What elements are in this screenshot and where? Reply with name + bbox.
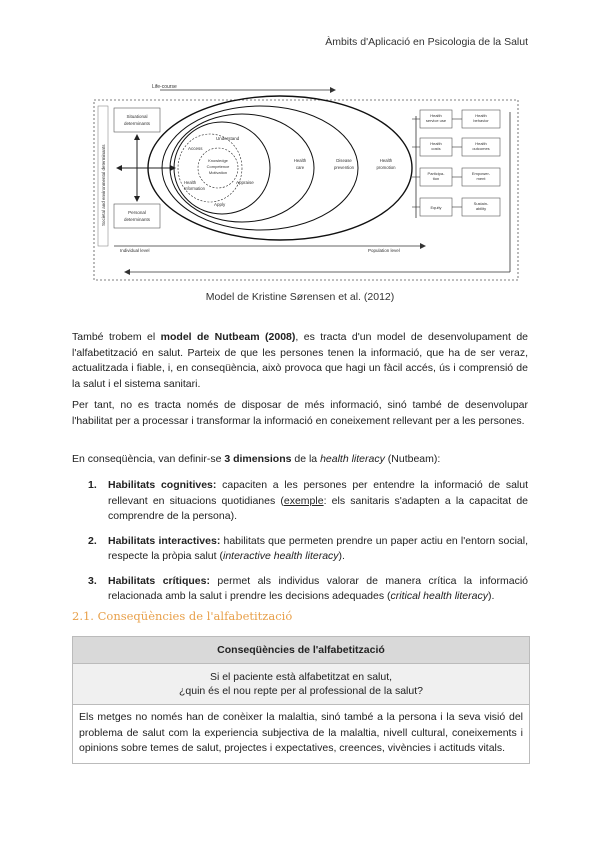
p3-post: (Nutbeam): <box>384 453 441 465</box>
situational-label: Situational <box>126 114 148 119</box>
svg-text:Health: Health <box>430 141 442 146</box>
svg-text:behavior: behavior <box>473 118 489 123</box>
paragraph-nutbeam <box>72 330 528 392</box>
svg-text:Sustain-: Sustain- <box>473 201 489 206</box>
personal-label: Personal <box>128 210 146 215</box>
motivation-label: Motivation <box>208 170 228 175</box>
svg-text:tion: tion <box>432 176 440 181</box>
table-question <box>73 664 529 705</box>
paragraph-information: Per tant, no es tracta només de disposar de més informació, sinó també de desenvolupar l'habilitat per a processar i transformar la informació en coneixement rellevant per a les persones. <box>72 399 528 427</box>
item-italic: interactive health literacy <box>222 550 339 562</box>
personal-box <box>114 204 160 228</box>
sorensen-model-diagram <box>90 76 522 282</box>
list-number: 3. <box>88 574 97 587</box>
svg-text:ment: ment <box>476 176 486 181</box>
health-promotion-label-2: promotion <box>376 165 396 170</box>
list-item-cognitive <box>88 478 528 525</box>
table-header: Conseqüències de l'alfabetització <box>73 637 529 664</box>
svg-text:Equity: Equity <box>430 205 442 210</box>
list-item-interactive <box>88 534 528 565</box>
svg-text:Health: Health <box>475 113 487 118</box>
health-info-label-2: Information <box>184 186 205 191</box>
health-info-label: Health <box>184 180 197 185</box>
svg-text:Participa-: Participa- <box>427 171 445 176</box>
disease-prevention-label: Disease <box>336 158 352 163</box>
item-title: Habilitats interactives: <box>108 534 221 547</box>
item-title: Habilitats cognitives: <box>108 479 217 491</box>
appraise-label: Appraise <box>236 180 254 185</box>
health-promotion-label: Health <box>379 158 393 163</box>
p1-pre: També trobem el <box>72 331 161 343</box>
life-course-arrowhead <box>330 87 336 93</box>
svg-text:service use: service use <box>425 118 447 123</box>
outcome-boxes-right <box>462 110 500 216</box>
situational-label-2: determinants <box>123 121 151 126</box>
health-care-label: Health <box>293 158 307 163</box>
svg-text:Health: Health <box>475 141 487 146</box>
list-number: 2. <box>88 534 97 547</box>
disease-prevention-label-2: prevention <box>333 165 355 170</box>
item-title: Habilitats crítiques: <box>108 574 210 587</box>
access-label: Access <box>188 146 203 151</box>
p1-bold: model de Nutbeam (2008) <box>160 331 296 343</box>
item-text-2: ). <box>487 590 495 602</box>
p3-bold: 3 dimensions <box>224 453 292 465</box>
svg-text:outcomes: outcomes <box>472 146 490 151</box>
item-text-2: ). <box>338 550 345 562</box>
p1-post: , es tracta d'un model de desenvolupament de l'alfabetització en salut. Parteix de que les persones tenen la informació, que ha de ser veraz, actualitzada i fiable, i, en conseqüència, això provoca que hagi un fàcil accés, ús i comprensió de la salut i el sistema sanitari. <box>72 331 529 390</box>
question-line-1: Si el paciente està alfabetitzat en salut, <box>209 671 393 683</box>
sorensen-model-figure <box>90 76 522 282</box>
understand-label: Understand <box>216 136 240 141</box>
list-number: 1. <box>88 479 97 491</box>
life-course-label: Life-course <box>152 84 177 90</box>
competence-label: Competence <box>206 164 230 169</box>
societal-label: Societal and environmental determinants <box>101 144 106 226</box>
outer-ellipse <box>148 96 412 240</box>
svg-text:ability: ability <box>475 206 487 211</box>
p3-pre: En conseqüència, van definir-se <box>72 453 225 465</box>
table-body: Els metges no només han de conèixer la malaltia, sinó també a la persona i la seva visió del problema de salut com la experiencia subjectiva de la malaltia, nivell cultural, coneixements i opinions sobre temes de salut, projectes i expectatives, creences, vivències i actituds vitals. <box>79 711 523 754</box>
section-heading: 2.1. Conseqüències de l'alfabetització <box>72 609 293 623</box>
item-text-2: : els sanitaris s'adapten a la capacitat de comprendre de la persona). <box>108 494 528 522</box>
p3-mid: de la <box>291 453 321 465</box>
running-header: Àmbits d'Aplicació en Psicologia de la Salut <box>325 36 528 48</box>
situational-box <box>114 108 160 132</box>
consequences-table <box>72 636 530 764</box>
individual-level-label: Individual level <box>120 248 150 253</box>
item-text: habilitats que permeten prendre un paper actiu en l'entorn social, respecte la pròpia salut ( <box>108 534 528 562</box>
svg-text:costs: costs <box>431 146 441 151</box>
list-item-critical <box>88 574 528 605</box>
knowledge-label: Knowledge <box>208 158 228 163</box>
item-text: permet als individus valorar de manera crítica la informació relacionada amb la salut i prendre les decisions adequades ( <box>108 574 528 602</box>
outcome-boxes-left <box>420 110 452 216</box>
p3-italic: health literacy <box>320 453 385 465</box>
dimensions-list <box>88 478 528 614</box>
population-level-label: Population level <box>368 248 400 253</box>
item-underline: exemple <box>283 494 324 507</box>
health-care-label-2: care <box>295 165 305 170</box>
personal-label-2: determinants <box>123 217 151 222</box>
promotion-ellipse <box>162 106 358 230</box>
item-text: capaciten a les persones per entendre la informació de salut rellevant en situacions quotidianes ( <box>108 479 529 507</box>
question-line-2: ¿quin és el nou repte per al professional de la salut? <box>179 685 423 697</box>
svg-text:Health: Health <box>430 113 442 118</box>
svg-text:Empower-: Empower- <box>471 171 491 176</box>
apply-label: Apply <box>214 202 226 207</box>
paragraph-dimensions-intro <box>72 452 528 468</box>
item-italic: critical health literacy <box>390 590 488 602</box>
figure-caption: Model de Kristine Sørensen et al. (2012) <box>205 291 395 303</box>
